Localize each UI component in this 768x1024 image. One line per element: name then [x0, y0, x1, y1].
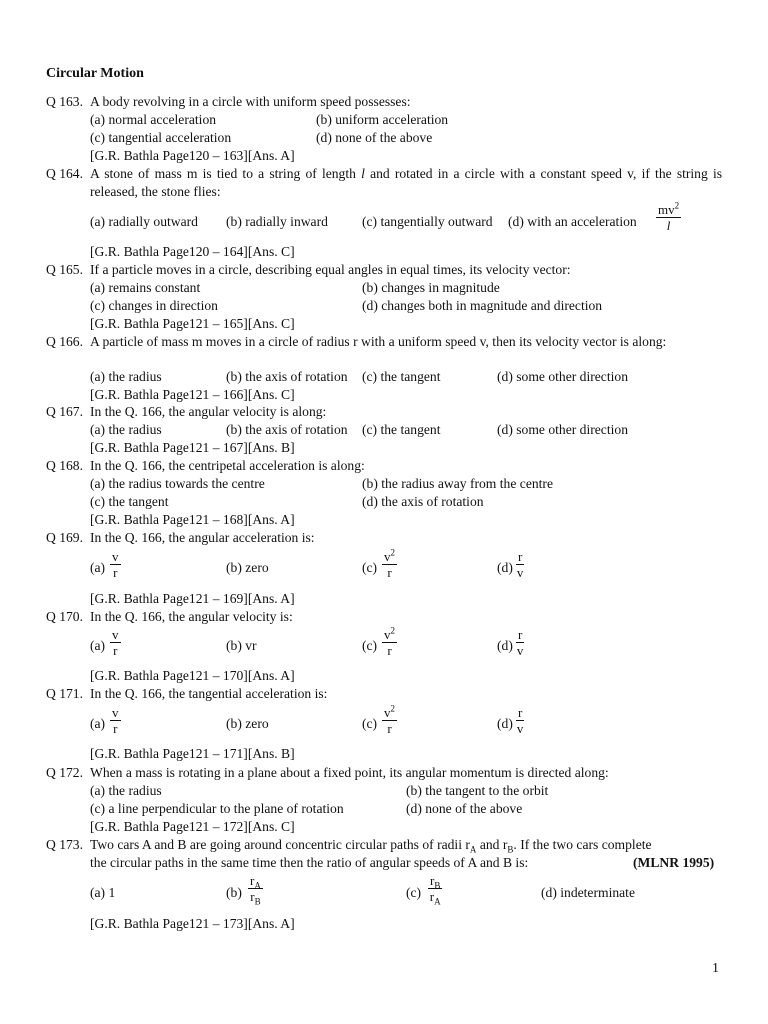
answer-reference: [G.R. Bathla Page121 – 171][Ans. B] [90, 746, 295, 761]
question-text: In the Q. 166, the angular acceleration is: [90, 530, 315, 545]
answer-reference: [G.R. Bathla Page121 – 173][Ans. A] [90, 916, 295, 931]
option-d: (d) some other direction [497, 369, 628, 384]
question-number: Q 170. [46, 609, 84, 624]
option-a: (a) 1 [90, 885, 116, 900]
option-b: (b) the axis of rotation [226, 422, 348, 437]
question-text-line-1 [90, 837, 652, 853]
option-a-label: (a) [90, 560, 106, 575]
question-text-part: A stone of mass m is tied to a string of length [90, 166, 356, 181]
question-number: Q 172. [46, 765, 84, 780]
option-a: (a) the radius towards the centre [90, 476, 265, 491]
option-b: (b) vr [226, 638, 257, 653]
variable-length: l [361, 166, 365, 181]
numerator: v [112, 705, 119, 720]
superscript: 2 [674, 200, 680, 211]
question-text-part: and rotated in a circle with a constant speed v, if the string is released, the stone flies: [90, 166, 723, 199]
question-number: Q 167. [46, 404, 84, 419]
question-text-line-2: the circular paths in the same time then the ratio of angular speeds of A and B is: [90, 855, 529, 870]
answer-reference: [G.R. Bathla Page121 – 165][Ans. C] [90, 316, 295, 331]
denominator: r [387, 565, 392, 580]
option-c: (c) changes in direction [90, 298, 218, 313]
answer-reference: [G.R. Bathla Page121 – 170][Ans. A] [90, 668, 295, 683]
answer-reference: [G.R. Bathla Page120 – 163][Ans. A] [90, 148, 295, 163]
question-number: Q 169. [46, 530, 84, 545]
option-d: (d) none of the above [406, 801, 523, 816]
option-d: (d) indeterminate [541, 885, 635, 900]
answer-reference: [G.R. Bathla Page120 – 164][Ans. C] [90, 244, 295, 259]
subscript: B [254, 896, 261, 907]
subscript: B [507, 844, 514, 855]
denominator: l [666, 218, 671, 233]
denominator: r [113, 721, 118, 736]
question-text: In the Q. 166, the centripetal acceleration is along: [90, 458, 365, 473]
superscript: 2 [390, 625, 395, 636]
option-c-label: (c) [362, 560, 378, 575]
option-c: (c) tangentially outward [362, 214, 493, 229]
option-c: (c) the tangent [90, 494, 169, 509]
question-text-part: . If the two cars complete [513, 837, 652, 852]
numerator: v [384, 705, 391, 720]
denominator: r [250, 889, 255, 904]
question-text: In the Q. 166, the angular velocity is: [90, 609, 293, 624]
fraction-v2-over-r [382, 547, 397, 580]
answer-reference: [G.R. Bathla Page121 – 168][Ans. A] [90, 512, 295, 527]
question-number: Q 171. [46, 686, 84, 701]
option-a: (a) radially outward [90, 214, 198, 229]
question-text [90, 165, 722, 200]
option-c: (c) tangential acceleration [90, 130, 232, 145]
question-number: Q 163. [46, 94, 84, 109]
option-c-label: (c) [406, 885, 422, 900]
option-a-label: (a) [90, 716, 106, 731]
option-a: (a) remains constant [90, 280, 201, 295]
option-b: (b) zero [226, 560, 269, 575]
question-number: Q 165. [46, 262, 84, 277]
option-d: (d) with an acceleration [508, 214, 637, 229]
option-a: (a) the radius [90, 783, 162, 798]
fraction-r-over-v [516, 550, 524, 579]
answer-reference: [G.R. Bathla Page121 – 169][Ans. A] [90, 591, 295, 606]
question-text: A body revolving in a circle with uniform speed possesses: [90, 94, 411, 109]
numerator: r [250, 873, 255, 888]
page-number: 1 [712, 961, 719, 976]
fraction-mv2-over-l [656, 200, 681, 233]
denominator: r [113, 643, 118, 658]
option-b: (b) the radius away from the centre [362, 476, 553, 491]
option-c: (c) the tangent [362, 369, 441, 384]
fraction-rA-over-rB [248, 873, 263, 907]
question-number: Q 164. [46, 166, 84, 181]
question-text-part: and r [476, 837, 508, 852]
answer-reference: [G.R. Bathla Page121 – 172][Ans. C] [90, 819, 295, 834]
question-number: Q 168. [46, 458, 84, 473]
section-title: Circular Motion [46, 66, 144, 81]
denominator: r [113, 565, 118, 580]
option-b: (b) zero [226, 716, 269, 731]
numerator: v [384, 549, 391, 564]
fraction-v-over-r [110, 550, 121, 579]
option-c-label: (c) [362, 638, 378, 653]
question-number: Q 173. [46, 837, 84, 852]
fraction-v-over-r [110, 628, 121, 657]
denominator: v [516, 643, 524, 658]
question-number: Q 166. [46, 334, 84, 349]
answer-reference: [G.R. Bathla Page121 – 166][Ans. C] [90, 387, 295, 402]
fraction-v-over-r [110, 706, 121, 735]
question-text: In the Q. 166, the angular velocity is along: [90, 404, 327, 419]
option-b: (b) radially inward [226, 214, 328, 229]
numerator: r [518, 705, 523, 720]
denominator: r [387, 721, 392, 736]
option-d: (d) changes both in magnitude and direction [362, 298, 603, 313]
subscript: A [434, 896, 441, 907]
fraction-r-over-v [516, 706, 524, 735]
fraction-rB-over-rA [428, 873, 442, 907]
numerator: mv [658, 202, 675, 217]
option-a-label: (a) [90, 638, 106, 653]
superscript: 2 [390, 547, 395, 558]
option-b-label: (b) [226, 885, 242, 900]
option-a: (a) the radius [90, 369, 162, 384]
denominator: v [516, 565, 524, 580]
numerator: r [518, 627, 523, 642]
option-b: (b) uniform acceleration [316, 112, 449, 127]
question-text: In the Q. 166, the tangential acceleration is: [90, 686, 328, 701]
option-b: (b) the tangent to the orbit [406, 783, 549, 798]
question-text: A particle of mass m moves in a circle of radius r with a uniform speed v, then its velocity vector is along: [90, 334, 667, 349]
denominator: v [516, 721, 524, 736]
option-d: (d) some other direction [497, 422, 628, 437]
option-d-label: (d) [497, 560, 513, 575]
numerator: v [384, 627, 391, 642]
option-a: (a) normal acceleration [90, 112, 217, 127]
denominator: r [387, 643, 392, 658]
option-d: (d) none of the above [316, 130, 433, 145]
option-c: (c) a line perpendicular to the plane of rotation [90, 801, 344, 816]
option-d-label: (d) [497, 638, 513, 653]
source-citation: (MLNR 1995) [633, 855, 715, 870]
numerator: v [112, 549, 119, 564]
fraction-v2-over-r [382, 703, 397, 736]
question-text-part: Two cars A and B are going around concentric circular paths of radii r [90, 837, 470, 852]
numerator: r [430, 873, 435, 888]
fraction-r-over-v [516, 628, 524, 657]
numerator: v [112, 627, 119, 642]
question-text: If a particle moves in a circle, describing equal angles in equal times, its velocity vector: [90, 262, 571, 277]
subscript: A [254, 880, 261, 891]
option-c: (c) the tangent [362, 422, 441, 437]
option-c-label: (c) [362, 716, 378, 731]
question-text: When a mass is rotating in a plane about a fixed point, its angular momentum is directed along: [90, 765, 609, 780]
option-b: (b) changes in magnitude [362, 280, 500, 295]
option-a: (a) the radius [90, 422, 162, 437]
option-d: (d) the axis of rotation [362, 494, 484, 509]
numerator: r [518, 549, 523, 564]
fraction-v2-over-r [382, 625, 397, 658]
denominator: r [429, 889, 435, 904]
option-d-label: (d) [497, 716, 513, 731]
subscript: B [434, 880, 441, 891]
answer-reference: [G.R. Bathla Page121 – 167][Ans. B] [90, 440, 295, 455]
subscript: A [469, 844, 477, 855]
option-b: (b) the axis of rotation [226, 369, 348, 384]
superscript: 2 [390, 703, 395, 714]
